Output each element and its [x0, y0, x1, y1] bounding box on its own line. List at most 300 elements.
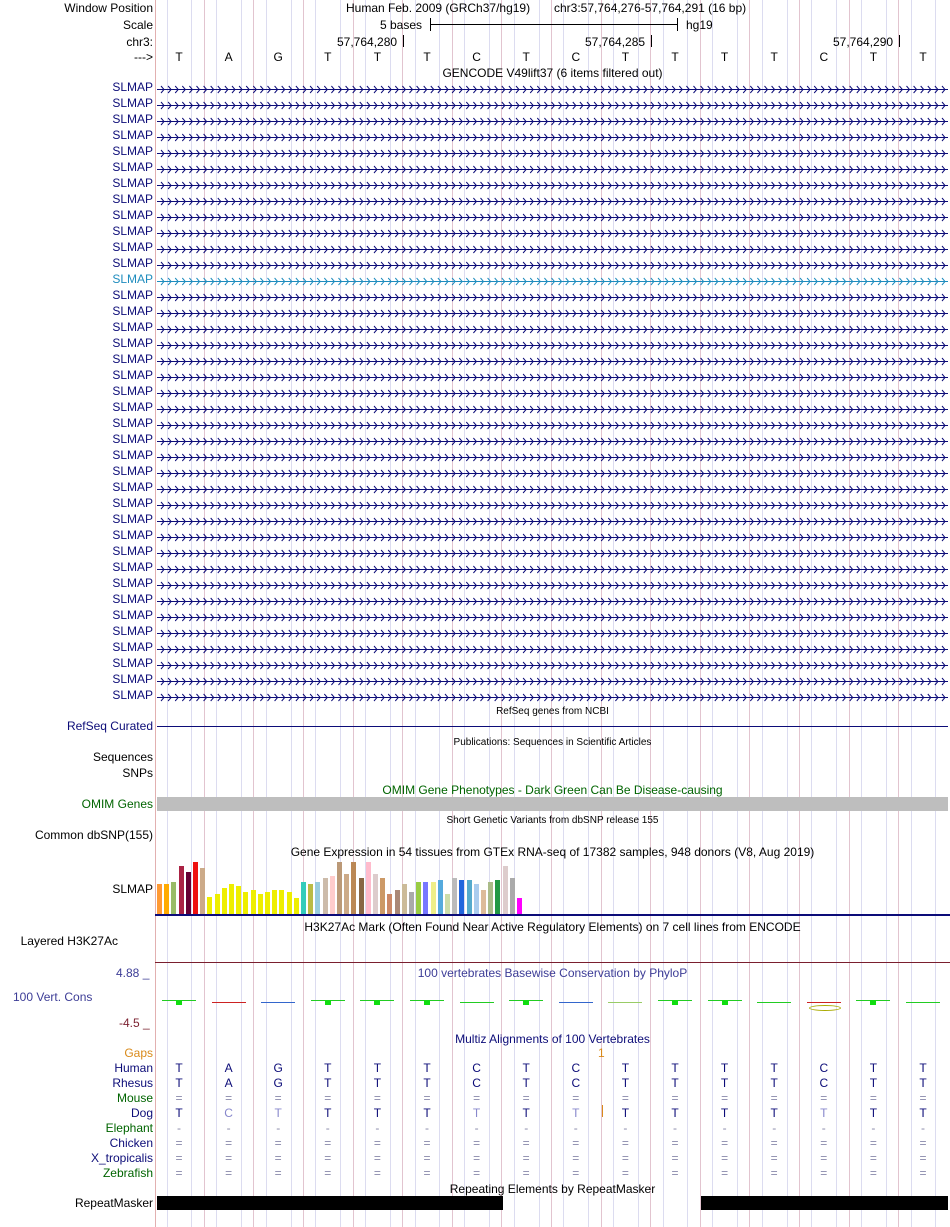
- gtex-tissue-bar[interactable]: [445, 894, 450, 914]
- gencode-transcript[interactable]: [157, 259, 948, 268]
- gencode-transcript[interactable]: [157, 227, 948, 236]
- scale-bar: [430, 24, 678, 25]
- base-letter: T: [373, 50, 382, 64]
- gencode-transcript[interactable]: [157, 179, 948, 188]
- aligned-base: T: [720, 1076, 729, 1090]
- aligned-base: T: [720, 1061, 729, 1075]
- aligned-base: T: [175, 1061, 183, 1075]
- phylop-score-mark: [757, 1002, 791, 1003]
- species-label-elephant[interactable]: Elephant: [105, 1121, 153, 1135]
- gencode-gene-label[interactable]: SLMAP: [112, 432, 153, 446]
- aligned-base: =: [175, 1151, 183, 1165]
- aligned-base: T: [472, 1106, 481, 1120]
- aligned-base: =: [423, 1091, 431, 1105]
- aligned-base: T: [671, 1061, 679, 1075]
- gtex-tissue-bar[interactable]: [387, 894, 392, 914]
- publications-snps-label[interactable]: SNPs: [122, 766, 153, 780]
- gencode-gene-label[interactable]: SLMAP: [112, 640, 153, 654]
- gencode-gene-label[interactable]: SLMAP: [112, 144, 153, 158]
- phylop-score-mark: [261, 1002, 295, 1003]
- gtex-tissue-bar[interactable]: [517, 898, 522, 914]
- refseq-line[interactable]: [157, 726, 948, 727]
- gencode-transcript[interactable]: [157, 691, 948, 700]
- gencode-transcript[interactable]: [157, 515, 948, 524]
- aligned-base: =: [721, 1091, 729, 1105]
- gtex-tissue-bar[interactable]: [251, 890, 256, 914]
- phylop-label[interactable]: 100 Vert. Cons: [13, 990, 93, 1004]
- gtex-tissue-bar[interactable]: [222, 888, 227, 914]
- aligned-base: -: [921, 1121, 925, 1135]
- gtex-tissue-bar[interactable]: [467, 880, 472, 914]
- aligned-base: =: [373, 1166, 381, 1180]
- gtex-expression-chart[interactable]: [157, 859, 537, 914]
- gencode-gene-label[interactable]: SLMAP: [112, 384, 153, 398]
- aligned-base: =: [770, 1136, 778, 1150]
- gencode-gene-label[interactable]: SLMAP: [112, 208, 153, 222]
- gencode-gene-label[interactable]: SLMAP: [112, 608, 153, 622]
- gencode-gene-label[interactable]: SLMAP: [112, 336, 153, 350]
- aligned-base: =: [572, 1166, 580, 1180]
- aligned-base: =: [522, 1091, 530, 1105]
- aligned-base: T: [423, 1061, 431, 1075]
- species-label-rhesus[interactable]: Rhesus: [112, 1076, 153, 1090]
- aligned-base: T: [770, 1076, 778, 1090]
- gtex-tissue-bar[interactable]: [459, 880, 464, 914]
- gencode-transcript[interactable]: [157, 499, 948, 508]
- omim-track-title[interactable]: OMIM Gene Phenotypes - Dark Green Can Be Disease-causing: [382, 783, 723, 797]
- gencode-transcript[interactable]: [157, 307, 948, 316]
- gencode-transcript[interactable]: [157, 435, 948, 444]
- gtex-tissue-bar[interactable]: [279, 890, 284, 914]
- h3k27ac-baseline: [155, 962, 950, 963]
- aligned-base: =: [621, 1136, 629, 1150]
- gtex-tissue-bar[interactable]: [359, 878, 364, 914]
- aligned-base: T: [770, 1061, 778, 1075]
- coord-2-tick: [651, 35, 652, 47]
- gencode-transcript[interactable]: [157, 659, 948, 668]
- aligned-base: C: [819, 1061, 829, 1075]
- aligned-base: =: [225, 1166, 233, 1180]
- gtex-baseline: [155, 914, 950, 916]
- gencode-transcript[interactable]: [157, 147, 948, 156]
- h3k27ac-track-title[interactable]: H3K27Ac Mark (Often Found Near Active Regulatory Elements) on 7 cell lines from ENCODE: [304, 920, 801, 934]
- aligned-base: =: [522, 1136, 530, 1150]
- species-label-mouse[interactable]: Mouse: [116, 1091, 153, 1105]
- aligned-base: T: [621, 1106, 630, 1120]
- aligned-base: T: [621, 1076, 630, 1090]
- gencode-gene-label[interactable]: SLMAP: [112, 112, 153, 126]
- gencode-transcript[interactable]: [157, 403, 948, 412]
- species-label-x_tropicalis[interactable]: X_tropicalis: [90, 1151, 153, 1165]
- aligned-base: =: [770, 1091, 778, 1105]
- gtex-tissue-bar[interactable]: [395, 890, 400, 914]
- aligned-base: G: [273, 1061, 283, 1075]
- aligned-base: =: [274, 1091, 282, 1105]
- aligned-base: =: [324, 1166, 332, 1180]
- aligned-base: =: [869, 1091, 877, 1105]
- strand-label[interactable]: --->: [134, 50, 153, 64]
- gencode-gene-label[interactable]: SLMAP: [112, 128, 153, 142]
- gencode-gene-label[interactable]: SLMAP: [112, 288, 153, 302]
- aligned-base: =: [770, 1166, 778, 1180]
- gencode-transcript[interactable]: [157, 243, 948, 252]
- publications-track-title[interactable]: Publications: Sequences in Scientific Articles: [453, 737, 652, 748]
- dbsnp-label[interactable]: Common dbSNP(155): [34, 828, 153, 842]
- scale-label: Scale: [122, 18, 153, 32]
- aligned-base: C: [472, 1076, 481, 1090]
- gtex-track-title[interactable]: Gene Expression in 54 tissues from GTEx RNA-seq of 17382 samples, 948 donors (V8, Aug 2019): [290, 845, 815, 859]
- omim-gene-bar[interactable]: [157, 797, 948, 811]
- gencode-transcript[interactable]: [157, 371, 948, 380]
- aligned-base: T: [869, 1106, 878, 1120]
- gtex-tissue-bar[interactable]: [207, 897, 212, 914]
- aligned-base: =: [324, 1151, 332, 1165]
- gtex-tissue-bar[interactable]: [294, 898, 299, 914]
- phylop-score-mark: [374, 1000, 380, 1005]
- multiz-gap-marker: 1: [598, 1046, 605, 1060]
- phylop-score-mark: [559, 1002, 593, 1003]
- base-letter: C: [472, 50, 481, 64]
- aligned-base: T: [324, 1106, 332, 1120]
- gencode-gene-label[interactable]: SLMAP: [112, 624, 153, 638]
- gtex-tissue-bar[interactable]: [308, 884, 313, 914]
- gencode-transcript[interactable]: [157, 611, 948, 620]
- gencode-gene-label[interactable]: SLMAP: [112, 496, 153, 510]
- gtex-tissue-bar[interactable]: [409, 892, 414, 914]
- gencode-gene-label[interactable]: SLMAP: [112, 352, 153, 366]
- gtex-tissue-bar[interactable]: [323, 878, 328, 914]
- aligned-base: =: [572, 1136, 580, 1150]
- aligned-base: =: [423, 1136, 431, 1150]
- omim-label[interactable]: OMIM Genes: [81, 797, 153, 811]
- gtex-tissue-bar[interactable]: [272, 890, 277, 914]
- phylop-score-mark: [906, 1002, 940, 1003]
- aligned-base: =: [473, 1091, 481, 1105]
- aligned-base: =: [225, 1136, 233, 1150]
- gencode-gene-label[interactable]: SLMAP: [112, 528, 153, 542]
- gencode-gene-label[interactable]: SLMAP: [112, 224, 153, 238]
- gencode-gene-label[interactable]: SLMAP: [112, 320, 153, 334]
- aligned-base: -: [375, 1121, 380, 1135]
- gencode-gene-label[interactable]: SLMAP: [112, 544, 153, 558]
- multiz-track-title[interactable]: Multiz Alignments of 100 Vertebrates: [455, 1032, 650, 1046]
- gencode-gene-label[interactable]: SLMAP: [112, 480, 153, 494]
- phylop-score-mark: [424, 1000, 430, 1005]
- gencode-gene-label[interactable]: SLMAP: [112, 688, 153, 702]
- gtex-tissue-bar[interactable]: [301, 882, 306, 914]
- gencode-gene-label[interactable]: SLMAP: [112, 240, 153, 254]
- gtex-tissue-bar[interactable]: [337, 862, 342, 914]
- gencode-gene-label[interactable]: SLMAP: [112, 80, 153, 94]
- gencode-transcript[interactable]: [157, 675, 948, 684]
- gencode-gene-label[interactable]: SLMAP: [112, 416, 153, 430]
- gencode-transcript[interactable]: [157, 195, 948, 204]
- aligned-base: C: [571, 1061, 581, 1075]
- gencode-gene-label[interactable]: SLMAP: [112, 160, 153, 174]
- gencode-gene-label[interactable]: SLMAP: [112, 592, 153, 606]
- gtex-tissue-bar[interactable]: [258, 894, 263, 914]
- scale-bar-left-tick: [430, 18, 431, 31]
- gencode-track-title[interactable]: GENCODE V49lift37 (6 items filtered out): [442, 66, 663, 80]
- aligned-base: T: [770, 1106, 778, 1120]
- gencode-transcript[interactable]: [157, 355, 948, 364]
- base-letter: G: [273, 50, 283, 64]
- aligned-base: =: [175, 1166, 183, 1180]
- gencode-transcript[interactable]: [157, 387, 948, 396]
- aligned-base: =: [274, 1151, 282, 1165]
- gtex-tissue-bar[interactable]: [452, 878, 457, 914]
- gtex-tissue-bar[interactable]: [287, 892, 292, 914]
- scale-bar-right-tick: [677, 18, 678, 31]
- gtex-tissue-bar[interactable]: [351, 862, 356, 914]
- aligned-base: -: [276, 1121, 281, 1135]
- gtex-tissue-bar[interactable]: [200, 868, 205, 914]
- gtex-tissue-bar[interactable]: [344, 874, 349, 914]
- species-label-human[interactable]: Human: [114, 1061, 153, 1075]
- aligned-base: -: [673, 1121, 677, 1135]
- aligned-base: C: [472, 1061, 481, 1075]
- gencode-transcript[interactable]: [157, 579, 948, 588]
- gencode-gene-label[interactable]: SLMAP: [112, 272, 153, 286]
- gencode-gene-label[interactable]: SLMAP: [112, 176, 153, 190]
- gencode-transcript[interactable]: [157, 211, 948, 220]
- aligned-base: A: [224, 1076, 233, 1090]
- gencode-transcript[interactable]: [157, 643, 948, 652]
- gtex-tissue-bar[interactable]: [186, 872, 191, 914]
- gtex-tissue-bar[interactable]: [265, 892, 270, 914]
- gtex-tissue-bar[interactable]: [366, 862, 371, 914]
- gtex-tissue-bar[interactable]: [229, 884, 234, 914]
- phylop-score-mark: [809, 1005, 841, 1011]
- gtex-tissue-bar[interactable]: [315, 882, 320, 914]
- aligned-base: T: [522, 1076, 530, 1090]
- aligned-base: =: [820, 1151, 828, 1165]
- gencode-transcript[interactable]: [157, 131, 948, 140]
- aligned-base: T: [522, 1106, 530, 1120]
- gencode-gene-label[interactable]: SLMAP: [112, 368, 153, 382]
- aligned-base: =: [522, 1151, 530, 1165]
- aligned-base: -: [325, 1121, 330, 1135]
- gtex-tissue-bar[interactable]: [215, 894, 220, 914]
- aligned-base: =: [621, 1166, 629, 1180]
- gencode-transcript[interactable]: [157, 451, 948, 460]
- aligned-base: =: [324, 1091, 332, 1105]
- gencode-gene-label[interactable]: SLMAP: [112, 400, 153, 414]
- aligned-base: =: [572, 1151, 580, 1165]
- aligned-base: T: [274, 1106, 282, 1120]
- aligned-base: =: [671, 1151, 679, 1165]
- gtex-gene-label[interactable]: SLMAP: [112, 882, 153, 896]
- aligned-base: =: [225, 1151, 233, 1165]
- phylop-score-mark: [672, 1000, 678, 1005]
- gencode-transcript[interactable]: [157, 99, 948, 108]
- aligned-base: =: [225, 1091, 233, 1105]
- gencode-transcript[interactable]: [157, 83, 948, 92]
- aligned-base: T: [373, 1076, 382, 1090]
- gencode-gene-label[interactable]: SLMAP: [112, 656, 153, 670]
- gtex-tissue-bar[interactable]: [402, 884, 407, 914]
- aligned-base: T: [671, 1076, 679, 1090]
- phylop-score-mark: [325, 1000, 331, 1005]
- gencode-gene-label[interactable]: SLMAP: [112, 672, 153, 686]
- aligned-base: T: [919, 1061, 927, 1075]
- species-label-dog[interactable]: Dog: [130, 1106, 153, 1120]
- species-label-zebrafish[interactable]: Zebrafish: [102, 1166, 153, 1180]
- gencode-transcript[interactable]: [157, 483, 948, 492]
- dbsnp-track-title[interactable]: Short Genetic Variants from dbSNP release 155: [446, 815, 659, 826]
- gencode-gene-label[interactable]: SLMAP: [112, 576, 153, 590]
- gencode-transcript[interactable]: [157, 547, 948, 556]
- gencode-transcript[interactable]: [157, 115, 948, 124]
- aligned-base: T: [820, 1106, 828, 1120]
- gencode-gene-label[interactable]: SLMAP: [112, 304, 153, 318]
- assembly-name: Human Feb. 2009 (GRCh37/hg19): [346, 1, 531, 15]
- gtex-tissue-bar[interactable]: [438, 880, 443, 914]
- aligned-base: =: [473, 1166, 481, 1180]
- repeatmasker-track-title[interactable]: Repeating Elements by RepeatMasker: [449, 1182, 656, 1196]
- gencode-transcript[interactable]: [157, 627, 948, 636]
- gtex-tissue-bar[interactable]: [474, 884, 479, 914]
- aligned-base: =: [473, 1136, 481, 1150]
- aligned-base: =: [721, 1136, 729, 1150]
- gtex-tissue-bar[interactable]: [510, 878, 515, 914]
- gtex-tissue-bar[interactable]: [423, 882, 428, 914]
- coord-3-tick: [899, 35, 900, 47]
- gtex-tissue-bar[interactable]: [330, 876, 335, 914]
- refseq-label[interactable]: RefSeq Curated: [66, 719, 153, 733]
- aligned-base: =: [820, 1166, 828, 1180]
- aligned-base: -: [821, 1121, 826, 1135]
- aligned-base: T: [324, 1061, 332, 1075]
- aligned-base: -: [772, 1121, 777, 1135]
- dog-gap-mark: [602, 1105, 603, 1117]
- aligned-base: =: [820, 1091, 828, 1105]
- base-letter: T: [869, 50, 878, 64]
- gtex-tissue-bar[interactable]: [416, 882, 421, 914]
- gencode-gene-label[interactable]: SLMAP: [112, 448, 153, 462]
- aligned-base: -: [177, 1121, 181, 1135]
- aligned-base: T: [572, 1106, 580, 1120]
- gencode-gene-label[interactable]: SLMAP: [112, 464, 153, 478]
- gencode-gene-label[interactable]: SLMAP: [112, 192, 153, 206]
- aligned-base: =: [373, 1151, 381, 1165]
- multiz-gaps-label[interactable]: Gaps: [124, 1046, 153, 1060]
- repeatmasker-label[interactable]: RepeatMasker: [74, 1196, 153, 1210]
- aligned-base: =: [919, 1136, 927, 1150]
- gtex-tissue-bar[interactable]: [164, 884, 169, 914]
- aligned-base: -: [226, 1121, 231, 1135]
- aligned-base: =: [770, 1151, 778, 1165]
- aligned-base: T: [175, 1076, 183, 1090]
- gencode-transcript[interactable]: [157, 275, 948, 284]
- h3k27ac-label[interactable]: Layered H3K27Ac: [20, 934, 118, 948]
- scale-db: hg19: [686, 18, 713, 32]
- window-position-label: Window Position: [64, 1, 153, 15]
- gtex-tissue-bar[interactable]: [171, 882, 176, 914]
- aligned-base: =: [671, 1136, 679, 1150]
- aligned-base: -: [871, 1121, 876, 1135]
- gencode-gene-label[interactable]: SLMAP: [112, 256, 153, 270]
- repeat-element-2[interactable]: [701, 1196, 948, 1210]
- aligned-base: =: [522, 1166, 530, 1180]
- phylop-score-mark: [807, 1002, 841, 1003]
- coord-1: 57,764,280: [337, 35, 398, 49]
- aligned-base: =: [869, 1151, 877, 1165]
- aligned-base: T: [869, 1061, 878, 1075]
- aligned-base: T: [671, 1106, 679, 1120]
- base-letter: C: [819, 50, 829, 64]
- gtex-tissue-bar[interactable]: [481, 890, 486, 914]
- coord-2: 57,764,285: [585, 35, 646, 49]
- gtex-tissue-bar[interactable]: [243, 892, 248, 914]
- gtex-tissue-bar[interactable]: [236, 886, 241, 914]
- aligned-base: =: [274, 1166, 282, 1180]
- aligned-base: T: [373, 1106, 382, 1120]
- gtex-tissue-bar[interactable]: [431, 882, 436, 914]
- phylop-score-mark: [212, 1002, 246, 1003]
- species-label-chicken[interactable]: Chicken: [109, 1136, 153, 1150]
- publications-sequences-label[interactable]: Sequences: [92, 750, 153, 764]
- gtex-tissue-bar[interactable]: [503, 866, 508, 914]
- repeat-element-1[interactable]: [157, 1196, 503, 1210]
- aligned-base: =: [373, 1136, 381, 1150]
- gencode-transcript[interactable]: [157, 531, 948, 540]
- aligned-base: =: [423, 1151, 431, 1165]
- gtex-tissue-bar[interactable]: [373, 874, 378, 914]
- aligned-base: =: [721, 1166, 729, 1180]
- gtex-tissue-bar[interactable]: [495, 880, 500, 914]
- aligned-base: =: [175, 1136, 183, 1150]
- gencode-transcript[interactable]: [157, 339, 948, 348]
- aligned-base: =: [869, 1136, 877, 1150]
- aligned-base: =: [919, 1151, 927, 1165]
- gencode-gene-label[interactable]: SLMAP: [112, 512, 153, 526]
- aligned-base: =: [572, 1091, 580, 1105]
- refseq-track-title[interactable]: RefSeq genes from NCBI: [496, 706, 609, 717]
- base-letter: T: [621, 50, 630, 64]
- aligned-base: T: [720, 1106, 729, 1120]
- gtex-tissue-bar[interactable]: [193, 862, 198, 914]
- gencode-gene-label[interactable]: SLMAP: [112, 96, 153, 110]
- aligned-base: C: [224, 1106, 233, 1120]
- gencode-transcript[interactable]: [157, 163, 948, 172]
- gencode-transcript[interactable]: [157, 291, 948, 300]
- position-readout[interactable]: chr3:57,764,276-57,764,291 (16 bp): [554, 1, 747, 15]
- gencode-transcript[interactable]: [157, 595, 948, 604]
- gencode-transcript[interactable]: [157, 467, 948, 476]
- phylop-score-mark: [608, 1002, 642, 1003]
- aligned-base: G: [273, 1076, 283, 1090]
- aligned-base: T: [919, 1106, 927, 1120]
- gtex-tissue-bar[interactable]: [488, 882, 493, 914]
- aligned-base: =: [621, 1091, 629, 1105]
- gtex-tissue-bar[interactable]: [179, 866, 184, 914]
- base-letter: C: [571, 50, 581, 64]
- aligned-base: T: [522, 1061, 530, 1075]
- phylop-score-mark: [460, 1002, 494, 1003]
- gencode-transcript[interactable]: [157, 563, 948, 572]
- aligned-base: -: [623, 1121, 628, 1135]
- gencode-transcript[interactable]: [157, 419, 948, 428]
- gencode-gene-label[interactable]: SLMAP: [112, 560, 153, 574]
- aligned-base: =: [621, 1151, 629, 1165]
- phylop-track-title[interactable]: 100 vertebrates Basewise Conservation by PhyloP: [417, 966, 688, 980]
- base-letter: T: [324, 50, 332, 64]
- gtex-tissue-bar[interactable]: [157, 884, 162, 914]
- gencode-transcript[interactable]: [157, 323, 948, 332]
- aligned-base: -: [524, 1121, 529, 1135]
- gtex-tissue-bar[interactable]: [380, 878, 385, 914]
